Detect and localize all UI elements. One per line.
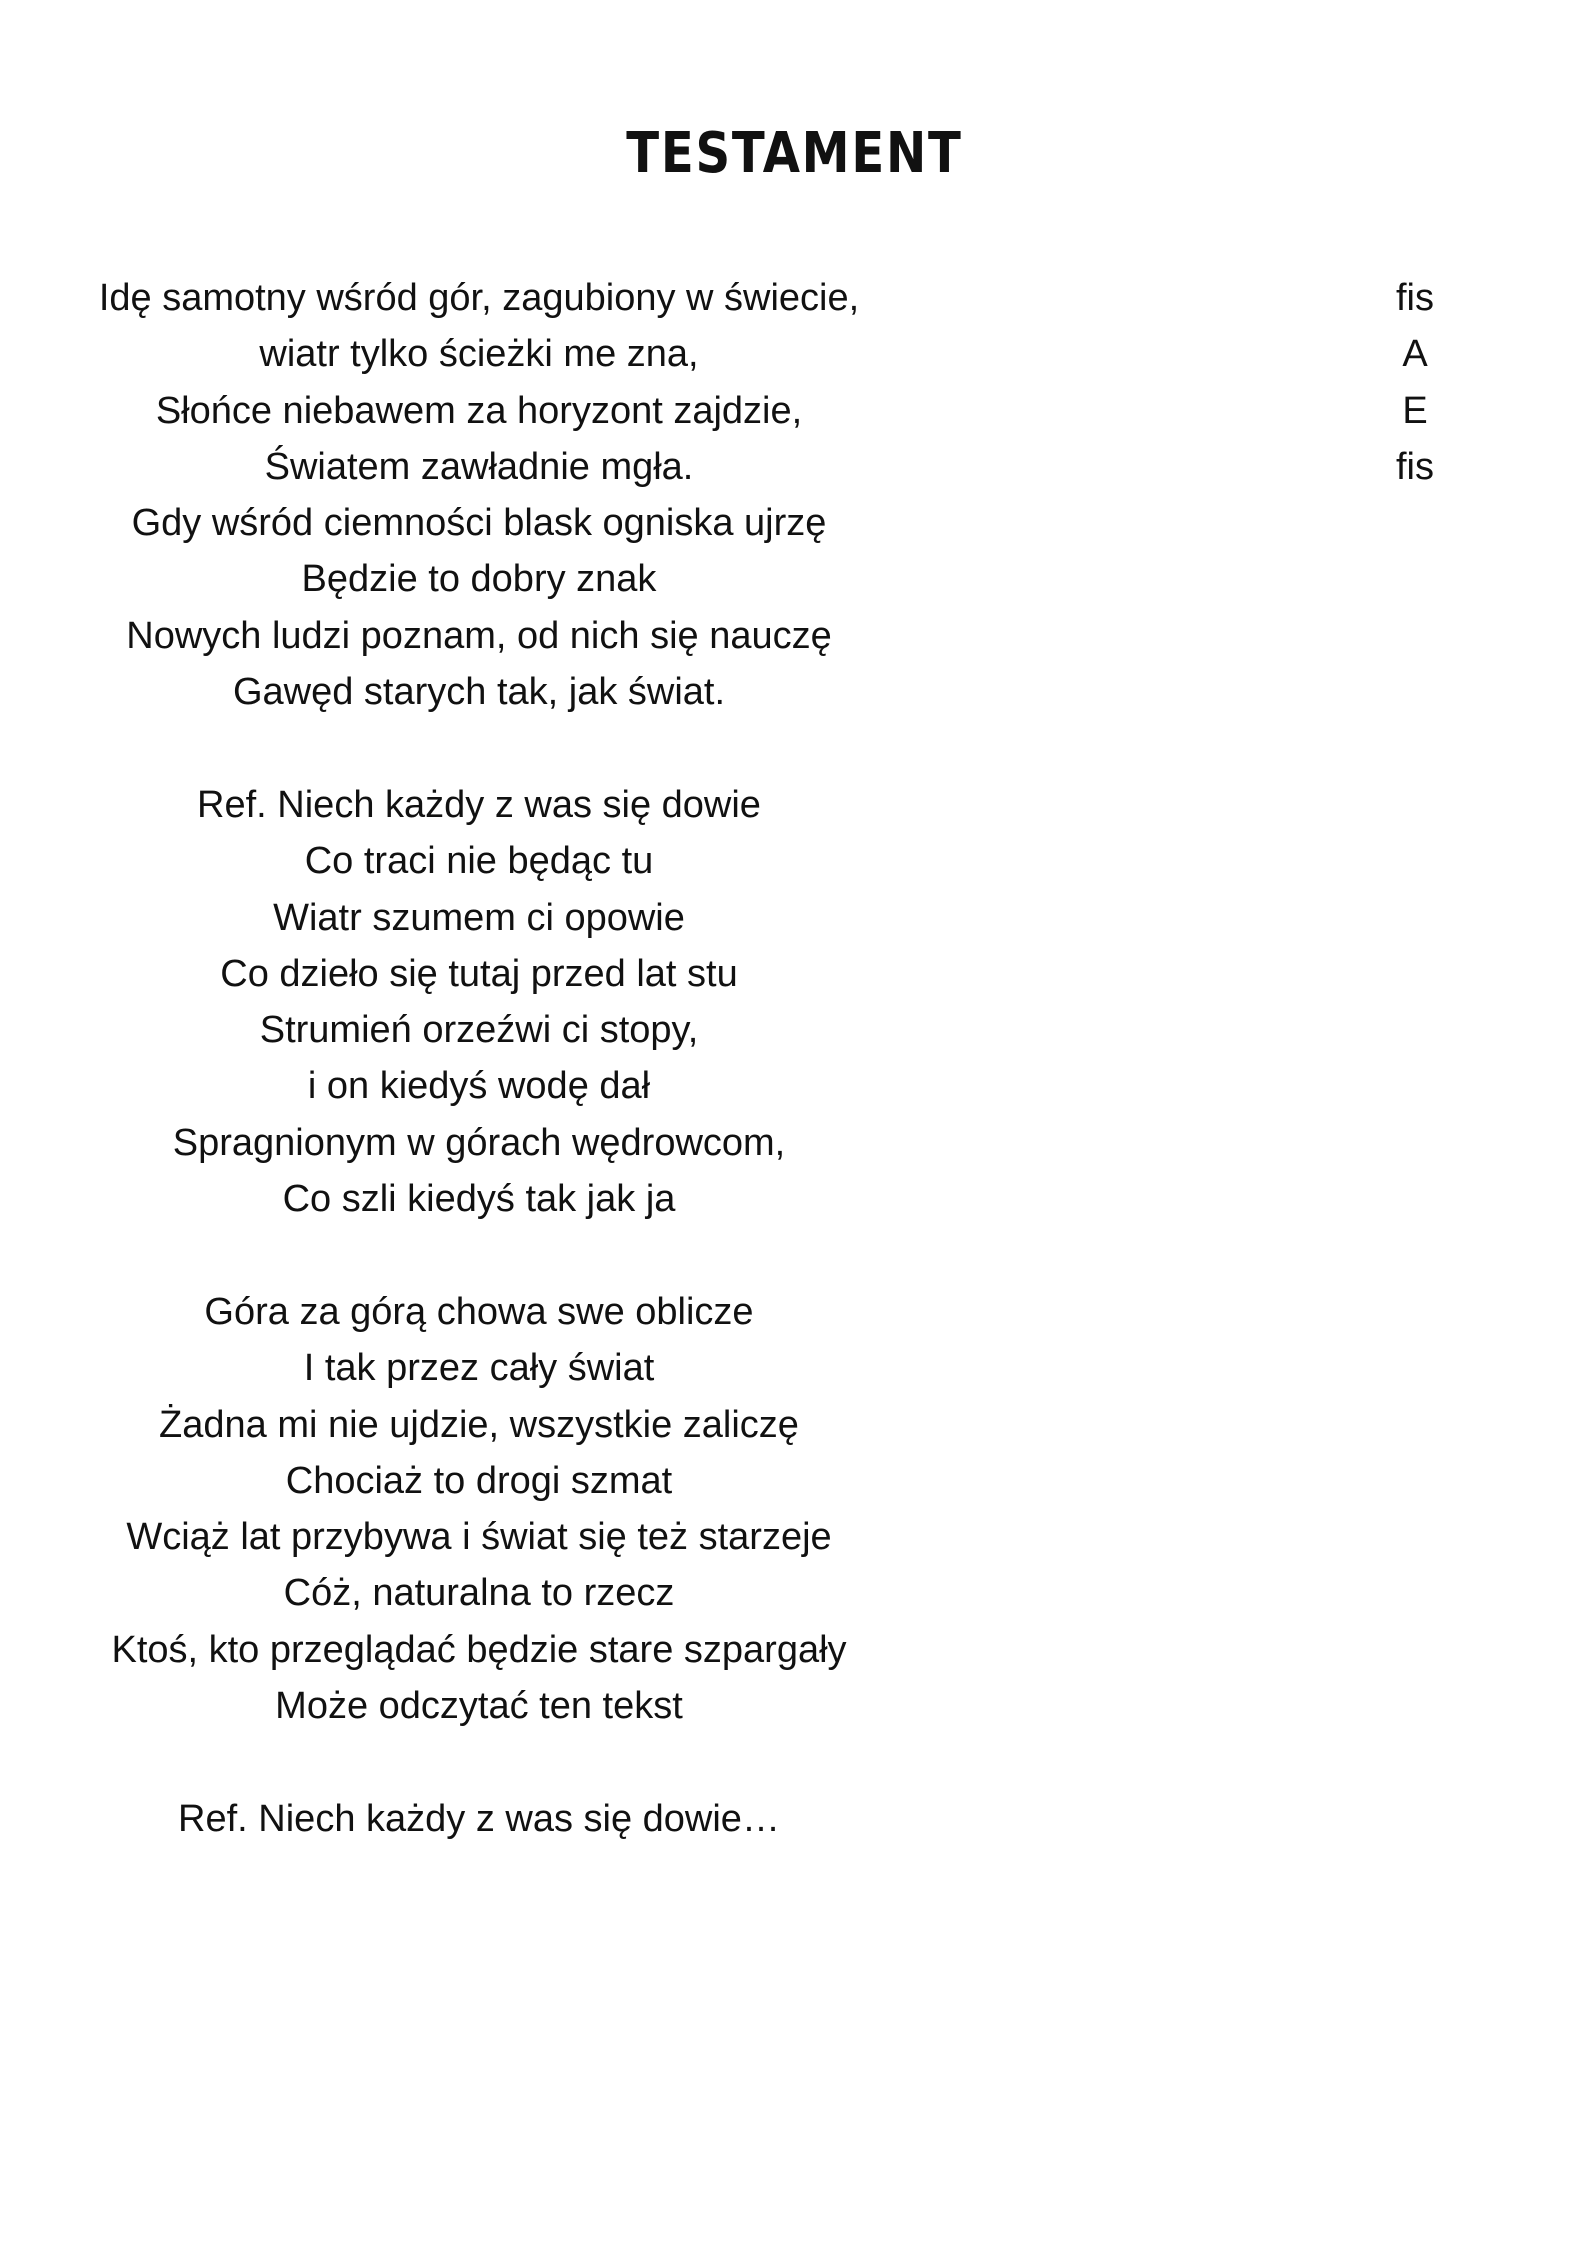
lyric-line: Strumień orzeźwi ci stopy,	[259, 1009, 699, 1052]
lyric-line: Słońce niebawem za horyzont zajdzie,	[155, 389, 803, 432]
lyric-line: Może odczytać ten tekst	[275, 1685, 683, 1728]
lyric-line: Co traci nie będąc tu	[304, 840, 654, 883]
lyric-line: Wciąż lat przybywa i świat się też starzeje	[126, 1516, 832, 1559]
lyric-line: Nowych ludzi poznam, od nich się nauczę	[126, 614, 832, 657]
lyric-line: Światem zawładnie mgła.	[264, 445, 694, 488]
lyric-line: I tak przez cały świat	[303, 1347, 655, 1390]
lyric-line: Chociaż to drogi szmat	[285, 1459, 673, 1502]
lyric-line: Góra za górą chowa swe oblicze	[204, 1291, 754, 1333]
lyric-line: Będzie to dobry znak	[301, 558, 657, 601]
lyric-line: Ref. Niech każdy z was się dowie…	[178, 1798, 780, 1840]
song-title: TESTAMENT	[626, 121, 963, 186]
verse-2	[0, 1284, 958, 1734]
chords-column	[1360, 270, 1470, 495]
refrain	[0, 777, 958, 1227]
lyric-line: Spragnionym w górach wędrowcom,	[172, 1121, 786, 1164]
refrain-repeat	[0, 1791, 958, 1847]
lyric-line: Gawęd starych tak, jak świat.	[232, 671, 726, 714]
chord: A	[1402, 333, 1428, 376]
lyric-line: Ref. Niech każdy z was się dowie	[197, 784, 761, 826]
verse-1	[0, 270, 958, 720]
lyric-line: Cóż, naturalna to rzecz	[283, 1572, 675, 1615]
chord: E	[1402, 389, 1428, 432]
lyric-line: Żadna mi nie ujdzie, wszystkie zaliczę	[159, 1403, 799, 1446]
lyric-line: Co szli kiedyś tak jak ja	[282, 1178, 676, 1221]
chord: fis	[1396, 445, 1434, 488]
lyric-line: Ktoś, kto przeglądać będzie stare szpargały	[111, 1628, 847, 1671]
lyric-line: wiatr tylko ścieżki me zna,	[259, 333, 699, 376]
chord: fis	[1396, 277, 1434, 319]
lyric-line: Co dzieło się tutaj przed lat stu	[220, 952, 738, 995]
lyric-line: Gdy wśród ciemności blask ogniska ujrzę	[131, 502, 827, 545]
lyric-line: i on kiedyś wodę dał	[307, 1065, 651, 1108]
lyric-line: Wiatr szumem ci opowie	[273, 896, 685, 939]
lyric-line: Idę samotny wśród gór, zagubiony w świecie,	[98, 277, 860, 319]
